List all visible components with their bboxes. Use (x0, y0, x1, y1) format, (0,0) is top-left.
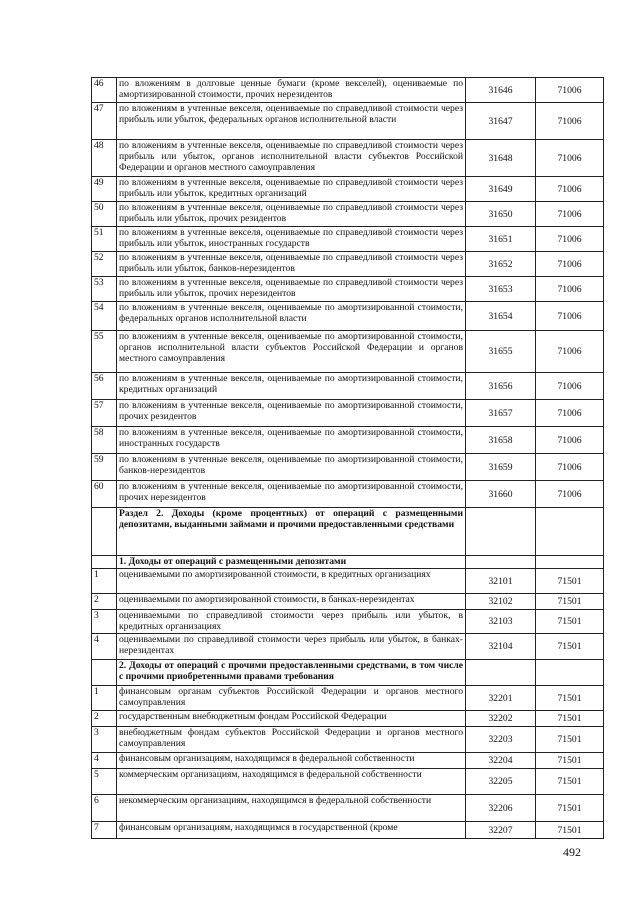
account-number: 71501 (536, 634, 604, 660)
row-description: коммерческим организациям, находящимся в федеральной собственности (117, 769, 466, 795)
account-number: 71006 (536, 140, 604, 177)
row-description: финансовым органам субъектов Российской Федерации и органов местного самоуправления (117, 686, 466, 711)
row-description: по вложениям в учтенные векселя, оцениваемые по справедливой стоимости через прибыль или убыток, органов исполнительной власти субъектов Российской Федерации и органов местного самоуправления (117, 140, 466, 177)
symbol-code: 31652 (466, 252, 536, 277)
row-number: 3 (92, 610, 117, 634)
table-row (92, 481, 604, 508)
row-number: 48 (92, 140, 117, 177)
symbol-code: 32104 (466, 634, 536, 660)
symbol-code: 31660 (466, 481, 536, 508)
row-description: по вложениям в учтенные векселя, оцениваемые по справедливой стоимости через прибыль или убыток, иностранных государств (117, 227, 466, 252)
row-description: по вложениям в учтенные векселя, оцениваемые по справедливой стоимости через прибыль или убыток, прочих резидентов (117, 202, 466, 227)
section-heading: Раздел 2. Доходы (кроме процентных) от операций с размещенными депозитами, выданными займами и прочими предоставленными средствами (117, 508, 466, 556)
row-description: по вложениям в учтенные векселя, оцениваемые по амортизированной стоимости, прочих нерезидентов (117, 481, 466, 508)
row-number: 6 (92, 795, 117, 822)
row-number: 46 (92, 78, 117, 103)
symbol-code: 32102 (466, 594, 536, 610)
account-number: 71006 (536, 227, 604, 252)
account-number: 71501 (536, 727, 604, 753)
row-description: оцениваемыми по амортизированной стоимости, в банках-нерезидентах (117, 594, 466, 610)
row-description: по вложениям в учтенные векселя, оцениваемые по амортизированной стоимости, иностранных государств (117, 427, 466, 454)
symbol-code: 31650 (466, 202, 536, 227)
row-number: 1 (92, 686, 117, 711)
row-description: внебюджетным фондам субъектов Российской Федерации и органов местного самоуправления (117, 727, 466, 753)
account-number: 71006 (536, 481, 604, 508)
symbol-code: 31659 (466, 454, 536, 481)
section-heading-row (92, 660, 604, 686)
table-row (92, 753, 604, 769)
row-description: оцениваемыми по справедливой стоимости через прибыль или убыток, в банках-нерезидентах (117, 634, 466, 660)
row-number (92, 660, 117, 686)
account-number (536, 556, 604, 569)
row-number: 58 (92, 427, 117, 454)
account-number: 71006 (536, 78, 604, 103)
row-number: 4 (92, 753, 117, 769)
symbol-code: 31655 (466, 331, 536, 373)
table-body (92, 78, 604, 839)
row-number: 50 (92, 202, 117, 227)
account-number: 71006 (536, 103, 604, 140)
section-heading-row (92, 508, 604, 556)
account-number: 71006 (536, 302, 604, 331)
table-row (92, 400, 604, 427)
symbol-code: 31649 (466, 177, 536, 202)
account-number (536, 508, 604, 556)
symbol-code: 32101 (466, 569, 536, 594)
page-number: 492 (563, 845, 581, 859)
account-number (536, 660, 604, 686)
account-number: 71006 (536, 373, 604, 400)
symbol-code: 32103 (466, 610, 536, 634)
account-number: 71501 (536, 610, 604, 634)
account-number: 71006 (536, 277, 604, 302)
table-row (92, 202, 604, 227)
symbol-code: 31656 (466, 373, 536, 400)
account-number: 71006 (536, 331, 604, 373)
row-number: 60 (92, 481, 117, 508)
symbol-code: 32205 (466, 769, 536, 795)
account-number: 71501 (536, 711, 604, 727)
row-description: по вложениям в учтенные векселя, оцениваемые по амортизированной стоимости, кредитных организаций (117, 373, 466, 400)
account-number: 71501 (536, 769, 604, 795)
account-number: 71006 (536, 454, 604, 481)
row-number: 2 (92, 711, 117, 727)
account-number: 71501 (536, 569, 604, 594)
row-description: финансовым организациям, находящимся в федеральной собственности (117, 753, 466, 769)
row-description: по вложениям в долговые ценные бумаги (кроме векселей), оцениваемые по амортизированной стоимости, прочих нерезидентов (117, 78, 466, 103)
row-number: 59 (92, 454, 117, 481)
table-row (92, 373, 604, 400)
table-row (92, 277, 604, 302)
table-row (92, 594, 604, 610)
row-number: 4 (92, 634, 117, 660)
table-row (92, 686, 604, 711)
row-description: по вложениям в учтенные векселя, оцениваемые по справедливой стоимости через прибыль или убыток, прочих нерезидентов (117, 277, 466, 302)
symbol-code: 31653 (466, 277, 536, 302)
account-number: 71501 (536, 594, 604, 610)
row-description: по вложениям в учтенные векселя, оцениваемые по амортизированной стоимости, банков-нерезидентов (117, 454, 466, 481)
symbol-code: 31646 (466, 78, 536, 103)
section-heading: 1. Доходы от операций с размещенными депозитами (117, 556, 466, 569)
account-number: 71006 (536, 252, 604, 277)
table-row (92, 634, 604, 660)
row-number: 53 (92, 277, 117, 302)
row-number: 2 (92, 594, 117, 610)
row-description: финансовым организациям, находящимся в государственной (кроме (117, 822, 466, 839)
table-row (92, 795, 604, 822)
table-row (92, 78, 604, 103)
row-description: по вложениям в учтенные векселя, оцениваемые по справедливой стоимости через прибыль или убыток, федеральных органов исполнительной власти (117, 103, 466, 140)
symbol-code: 32204 (466, 753, 536, 769)
row-number: 5 (92, 769, 117, 795)
table-row (92, 177, 604, 202)
row-number: 7 (92, 822, 117, 839)
table-row (92, 454, 604, 481)
table-row (92, 140, 604, 177)
row-number: 54 (92, 302, 117, 331)
table-row (92, 610, 604, 634)
row-number (92, 556, 117, 569)
symbol-code: 31648 (466, 140, 536, 177)
row-number (92, 508, 117, 556)
account-number: 71501 (536, 795, 604, 822)
table-row (92, 711, 604, 727)
row-description: оцениваемыми по справедливой стоимости через прибыль или убыток, в кредитных организациях (117, 610, 466, 634)
account-number: 71501 (536, 822, 604, 839)
row-number: 55 (92, 331, 117, 373)
symbol-code: 31651 (466, 227, 536, 252)
account-number: 71006 (536, 427, 604, 454)
row-description: государственным внебюджетным фондам Российской Федерации (117, 711, 466, 727)
table-row (92, 302, 604, 331)
symbol-code: 31647 (466, 103, 536, 140)
row-number: 51 (92, 227, 117, 252)
account-number: 71501 (536, 686, 604, 711)
table-row (92, 569, 604, 594)
table-row (92, 331, 604, 373)
row-description: оцениваемыми по амортизированной стоимости, в кредитных организациях (117, 569, 466, 594)
symbol-code (466, 556, 536, 569)
section-heading-row (92, 556, 604, 569)
table-row (92, 252, 604, 277)
table-row (92, 227, 604, 252)
row-number: 52 (92, 252, 117, 277)
row-number: 56 (92, 373, 117, 400)
account-number: 71006 (536, 177, 604, 202)
symbol-code: 32201 (466, 686, 536, 711)
symbol-code: 32206 (466, 795, 536, 822)
table-row (92, 769, 604, 795)
row-description: некоммерческим организациям, находящимся в федеральной собственности (117, 795, 466, 822)
row-number: 1 (92, 569, 117, 594)
row-description: по вложениям в учтенные векселя, оцениваемые по амортизированной стоимости, органов исполнительной власти субъектов Российской Федерации и органов местного самоуправления (117, 331, 466, 373)
account-number: 71006 (536, 400, 604, 427)
symbol-code: 31654 (466, 302, 536, 331)
row-description: по вложениям в учтенные векселя, оцениваемые по справедливой стоимости через прибыль или убыток, кредитных организаций (117, 177, 466, 202)
row-number: 47 (92, 103, 117, 140)
row-number: 57 (92, 400, 117, 427)
table-row (92, 727, 604, 753)
account-number: 71006 (536, 202, 604, 227)
symbol-code: 31657 (466, 400, 536, 427)
symbol-code (466, 660, 536, 686)
accounts-table (91, 77, 604, 839)
symbol-code (466, 508, 536, 556)
table-row (92, 103, 604, 140)
section-heading: 2. Доходы от операций с прочими предоставленными средствами, в том числе с прочими приобретенными правами требования (117, 660, 466, 686)
symbol-code: 31658 (466, 427, 536, 454)
row-description: по вложениям в учтенные векселя, оцениваемые по амортизированной стоимости, прочих резидентов (117, 400, 466, 427)
row-description: по вложениям в учтенные векселя, оцениваемые по справедливой стоимости через прибыль или убыток, банков-нерезидентов (117, 252, 466, 277)
table-row (92, 822, 604, 839)
symbol-code: 32207 (466, 822, 536, 839)
row-number: 3 (92, 727, 117, 753)
account-number: 71501 (536, 753, 604, 769)
row-number: 49 (92, 177, 117, 202)
symbol-code: 32203 (466, 727, 536, 753)
row-description: по вложениям в учтенные векселя, оцениваемые по амортизированной стоимости, федеральных органов исполнительной власти (117, 302, 466, 331)
symbol-code: 32202 (466, 711, 536, 727)
table-row (92, 427, 604, 454)
